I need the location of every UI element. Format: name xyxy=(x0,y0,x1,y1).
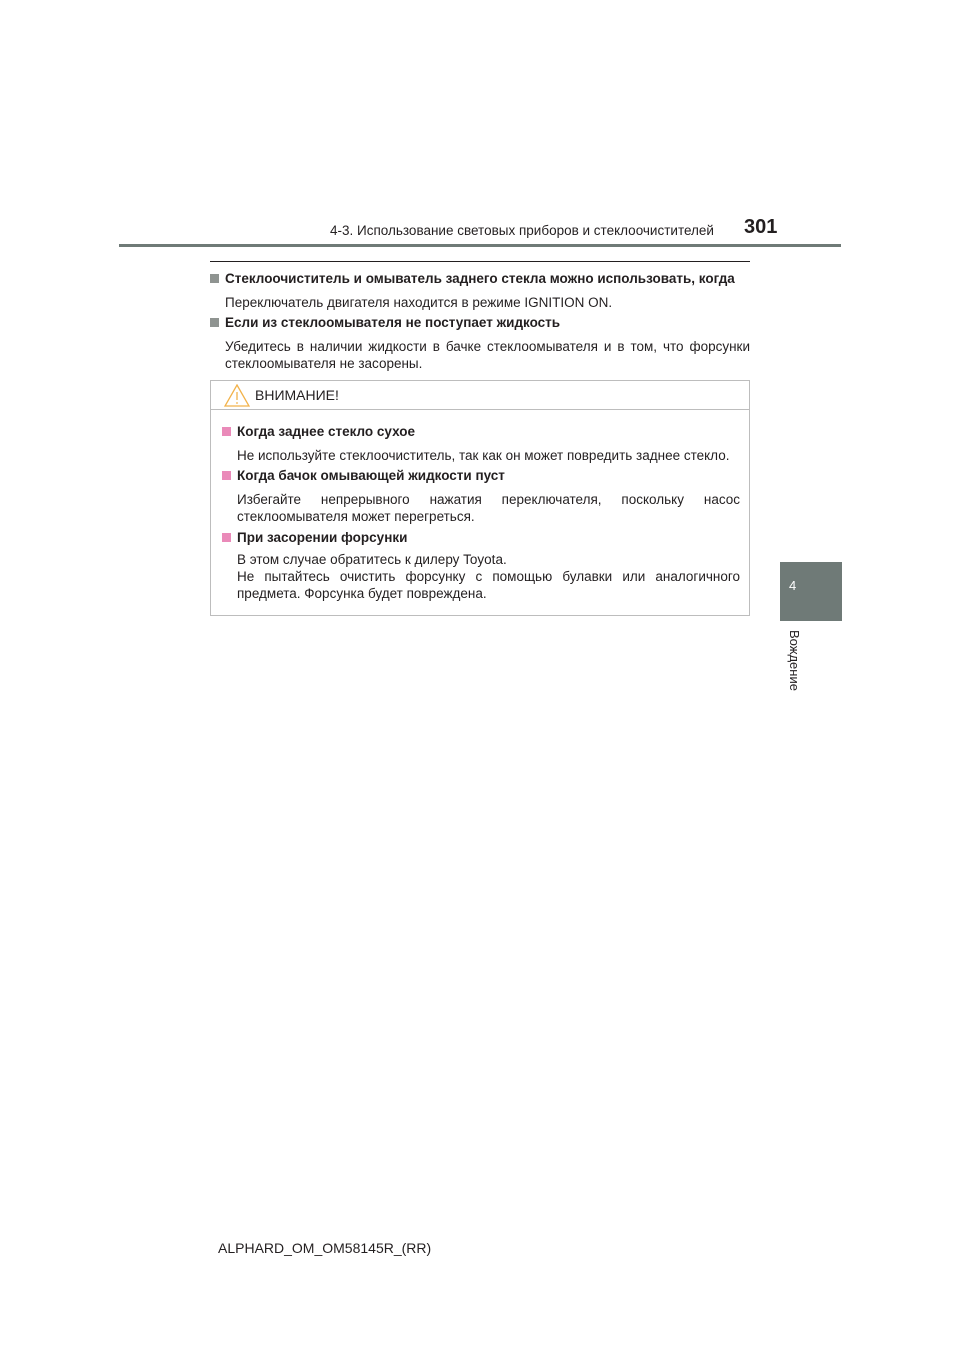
warning-triangle-icon xyxy=(224,384,250,407)
note-no-washer-fluid xyxy=(210,314,750,372)
caution-item-dry-glass xyxy=(222,423,740,464)
caution-box xyxy=(210,380,750,616)
square-bullet-icon xyxy=(210,318,219,327)
square-bullet-icon xyxy=(222,427,231,436)
note-heading xyxy=(210,270,750,288)
square-bullet-icon xyxy=(210,274,219,283)
caution-body: Избегайте непрерывного нажатия переключателя, поскольку насос стеклоомывателя может перегреться. xyxy=(237,492,740,524)
note-rear-wiper-usage xyxy=(210,270,750,311)
caution-item-empty-tank xyxy=(222,467,740,525)
document-code: ALPHARD_OM_OM58145R_(RR) xyxy=(218,1240,432,1256)
section-divider xyxy=(210,261,750,262)
caution-heading xyxy=(222,529,740,547)
chapter-number: 4 xyxy=(789,578,797,593)
note-body: Переключатель двигателя находится в режиме IGNITION ON. xyxy=(225,295,613,310)
chapter-label: Вождение xyxy=(787,630,802,691)
square-bullet-icon xyxy=(222,471,231,480)
caution-heading-text: Когда бачок омывающей жидкости пуст xyxy=(237,468,505,483)
square-bullet-icon xyxy=(222,533,231,542)
note-body: Убедитесь в наличии жидкости в бачке стеклоомывателя и в том, что форсунки стеклоомывателя не засорены. xyxy=(225,339,750,371)
caution-heading-text: При засорении форсунки xyxy=(237,530,408,545)
caution-body: Не пытайтесь очистить форсунку с помощью булавки или аналогичного предмета. Форсунка будет повреждена. xyxy=(237,569,740,601)
caution-item-clogged-nozzle xyxy=(222,529,740,602)
note-heading xyxy=(210,314,750,332)
caution-body-line: В этом случае обратитесь к дилеру Toyota. xyxy=(237,552,507,567)
caution-title: ВНИМАНИЕ! xyxy=(255,387,339,403)
note-heading-text: Стеклоочиститель и омыватель заднего стекла можно использовать, когда xyxy=(225,271,735,286)
caution-heading-text: Когда заднее стекло сухое xyxy=(237,424,416,439)
caution-body: Не используйте стеклоочиститель, так как он может повредить заднее стекло. xyxy=(237,448,730,463)
section-title: 4-3. Использование световых приборов и стеклоочистителей xyxy=(330,223,714,238)
caution-header xyxy=(211,381,749,410)
page-number: 301 xyxy=(744,216,778,238)
header-rule xyxy=(119,244,841,247)
caution-heading xyxy=(222,423,740,441)
caution-heading xyxy=(222,467,740,485)
note-heading-text: Если из стеклоомывателя не поступает жидкость xyxy=(225,315,561,330)
